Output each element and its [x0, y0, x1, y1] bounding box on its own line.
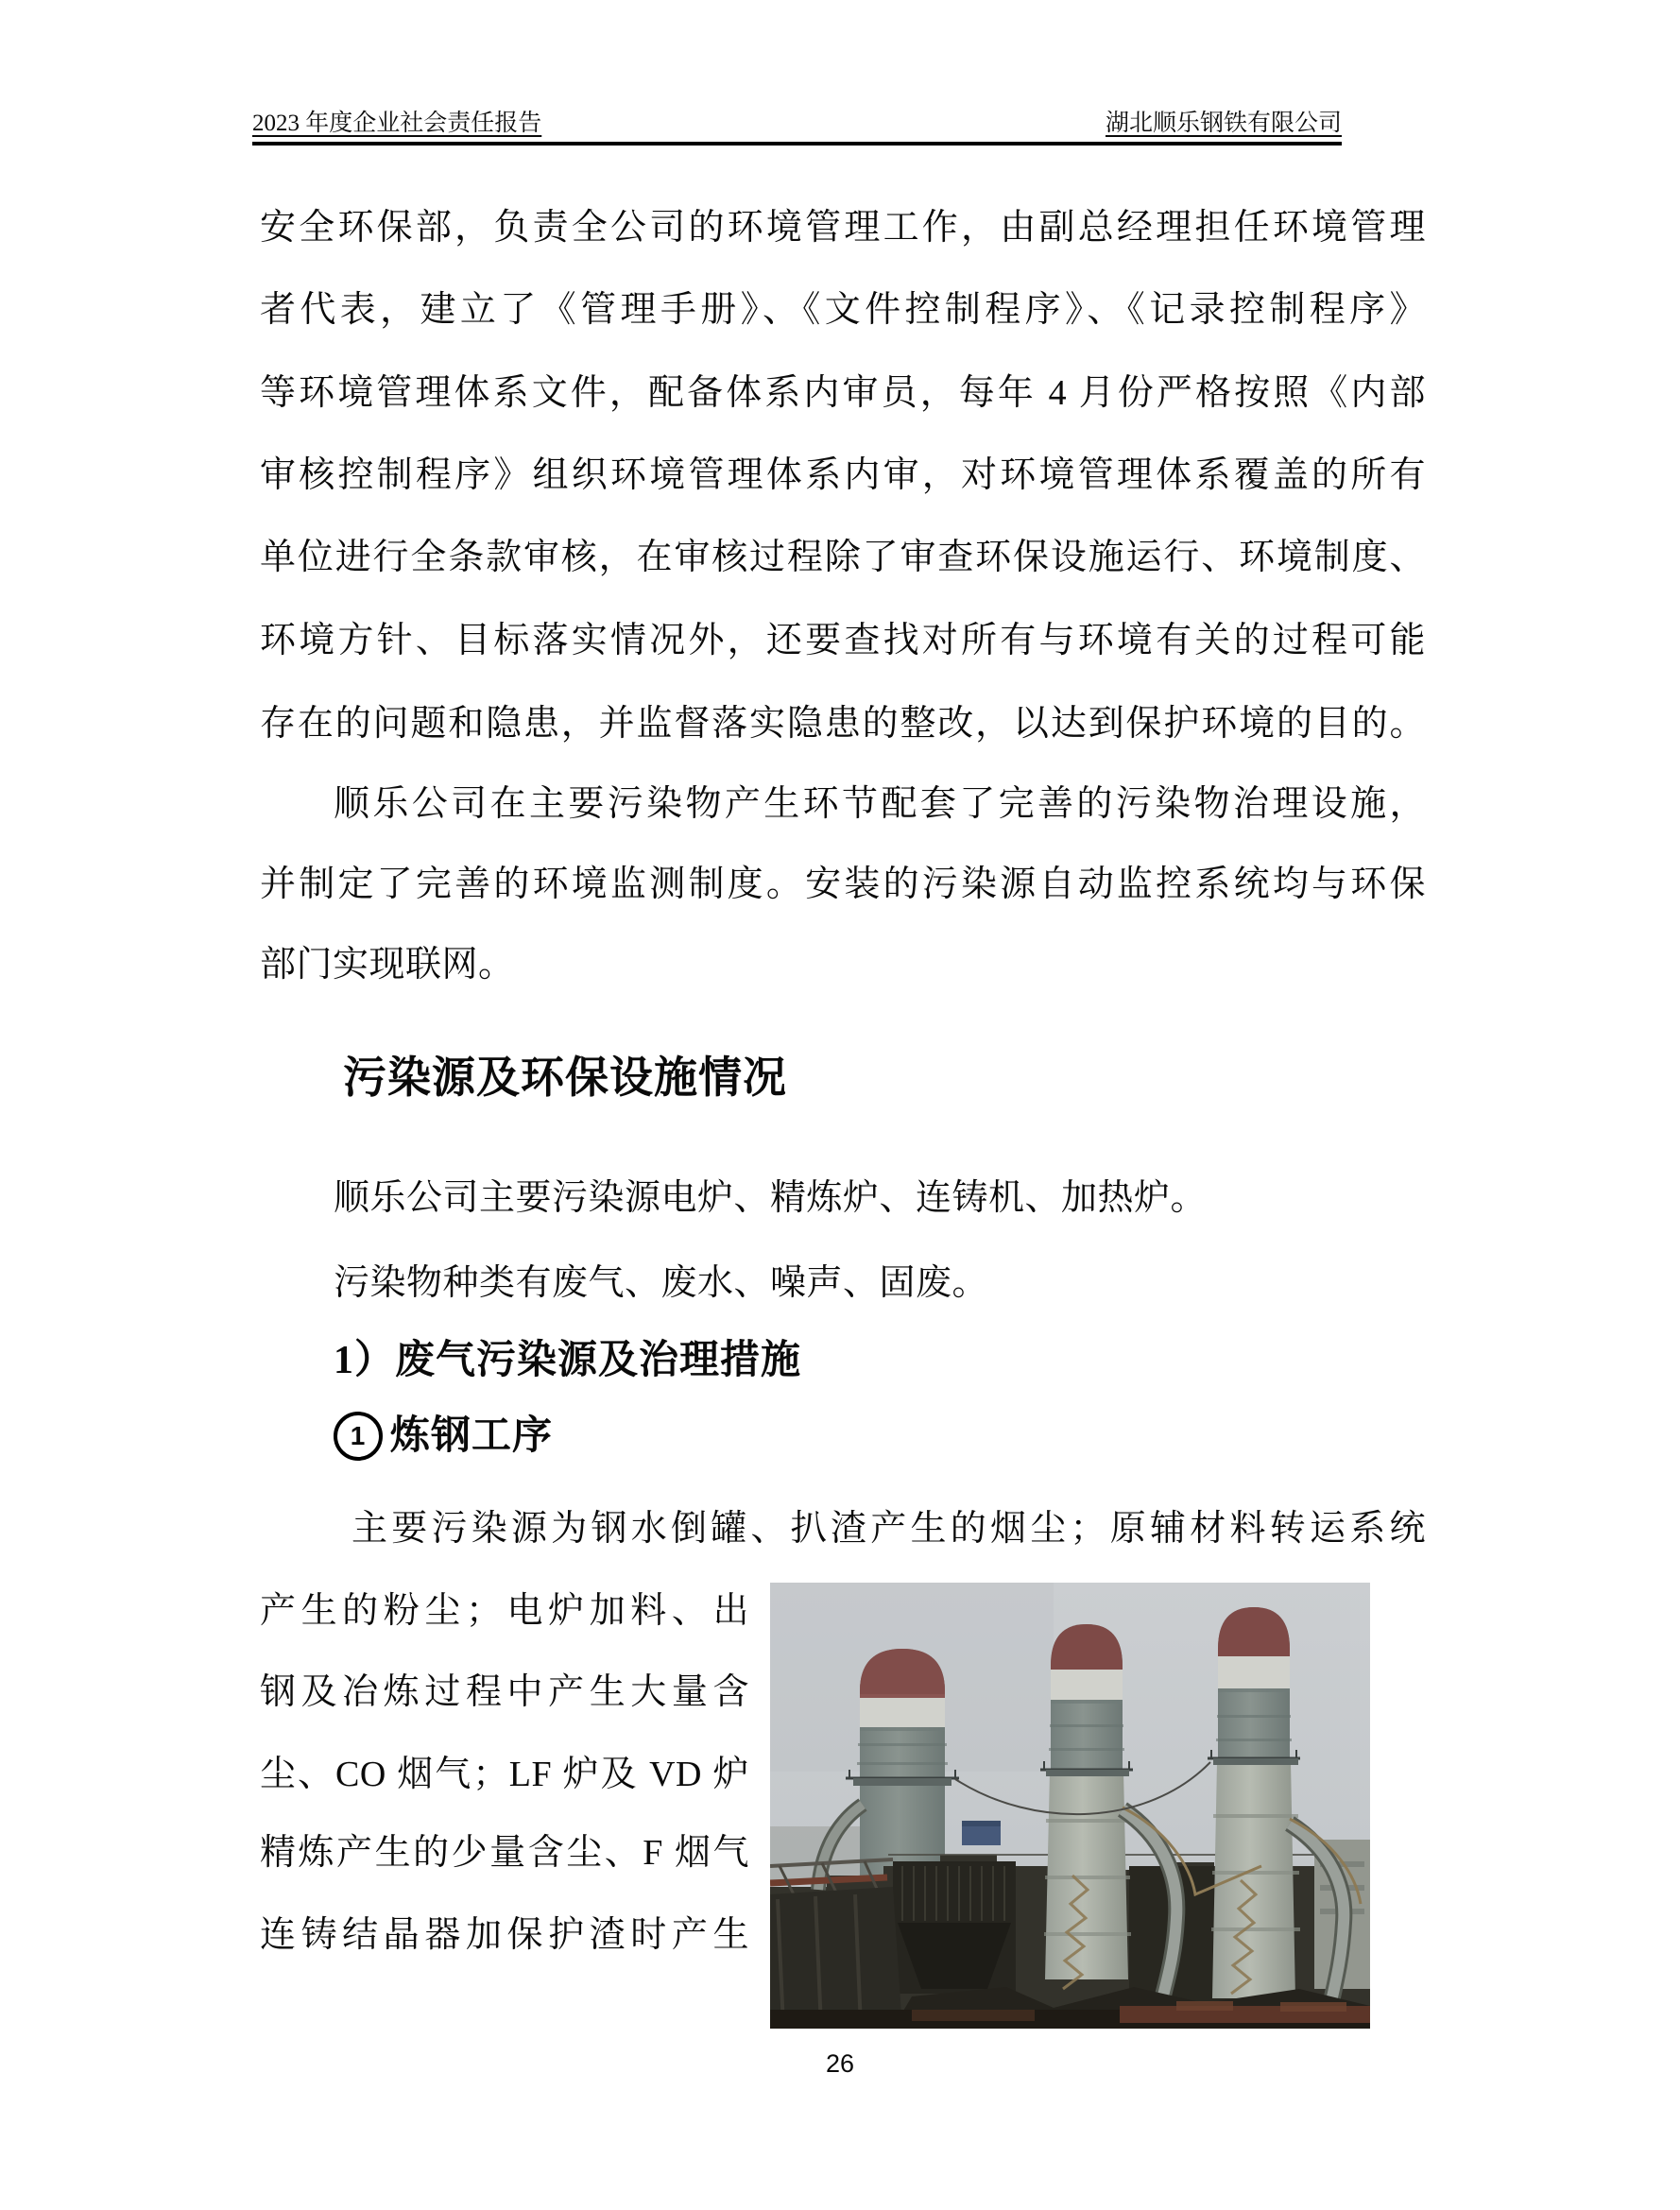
body-line: 审核控制程序》组织环境管理体系内审，对环境管理体系覆盖的所有 [260, 455, 1426, 495]
photo-chimney-right [1208, 1607, 1300, 1998]
header-right-company: 湖北顺乐钢铁有限公司 [1105, 111, 1342, 136]
body-line: 安全环保部，负责全公司的环境管理工作，由副总经理担任环境管理 [260, 208, 1426, 248]
page-header [252, 110, 1342, 146]
body-line: 连铸结晶器加保护渣时产生 [260, 1915, 749, 1955]
subheading-steelmaking [334, 1412, 553, 1461]
body-line: 顺乐公司主要污染源电炉、精炼炉、连铸机、加热炉。 [334, 1178, 1208, 1218]
body-line: 精炼产生的少量含尘、F 烟气 [260, 1833, 749, 1873]
subheading-steelmaking-label: 炼钢工序 [390, 1414, 554, 1458]
subheading-waste-gas: 1）废气污染源及治理措施 [334, 1339, 802, 1382]
body-line: 产生的粉尘；电炉加料、出 [260, 1591, 749, 1631]
header-left-title: 2023 年度企业社会责任报告 [252, 111, 542, 136]
section-heading: 污染源及环保设施情况 [343, 1053, 787, 1102]
factory-chimneys-photo [770, 1583, 1370, 2029]
circled-number-digit: 1 [350, 1421, 367, 1450]
body-line: 并制定了完善的环境监测制度。安装的污染源自动监控系统均与环保 [260, 865, 1426, 904]
circled-number [334, 1412, 383, 1461]
body-line: 主要污染源为钢水倒罐、扒渣产生的烟尘；原辅材料转运系统 [351, 1509, 1426, 1549]
photo-chimney-center [1040, 1624, 1133, 1989]
body-line: 等环境管理体系文件，配备体系内审员，每年 4 月份严格按照《内部 [260, 373, 1426, 413]
body-line: 尘、CO 烟气；LF 炉及 VD 炉 [260, 1755, 749, 1794]
chimneys-illustration [770, 1583, 1370, 2029]
body-line: 存在的问题和隐患，并监督落实隐患的整改，以达到保护环境的目的。 [260, 704, 1426, 744]
body-line: 者代表，建立了《管理手册》、《文件控制程序》、《记录控制程序》 [260, 290, 1426, 330]
body-line: 污染物种类有废气、废水、噪声、固废。 [334, 1263, 989, 1303]
body-line: 钢及冶炼过程中产生大量含 [260, 1672, 749, 1712]
body-line: 环境方针、目标落实情况外，还要查找对所有与环境有关的过程可能 [260, 621, 1426, 660]
page-number: 26 [825, 2049, 855, 2078]
body-line: 部门实现联网。 [260, 945, 515, 985]
body-line: 单位进行全条款审核，在审核过程除了审查环保设施运行、环境制度、 [260, 538, 1426, 577]
body-line: 顺乐公司在主要污染物产生环节配套了完善的污染物治理设施， [334, 784, 1426, 824]
